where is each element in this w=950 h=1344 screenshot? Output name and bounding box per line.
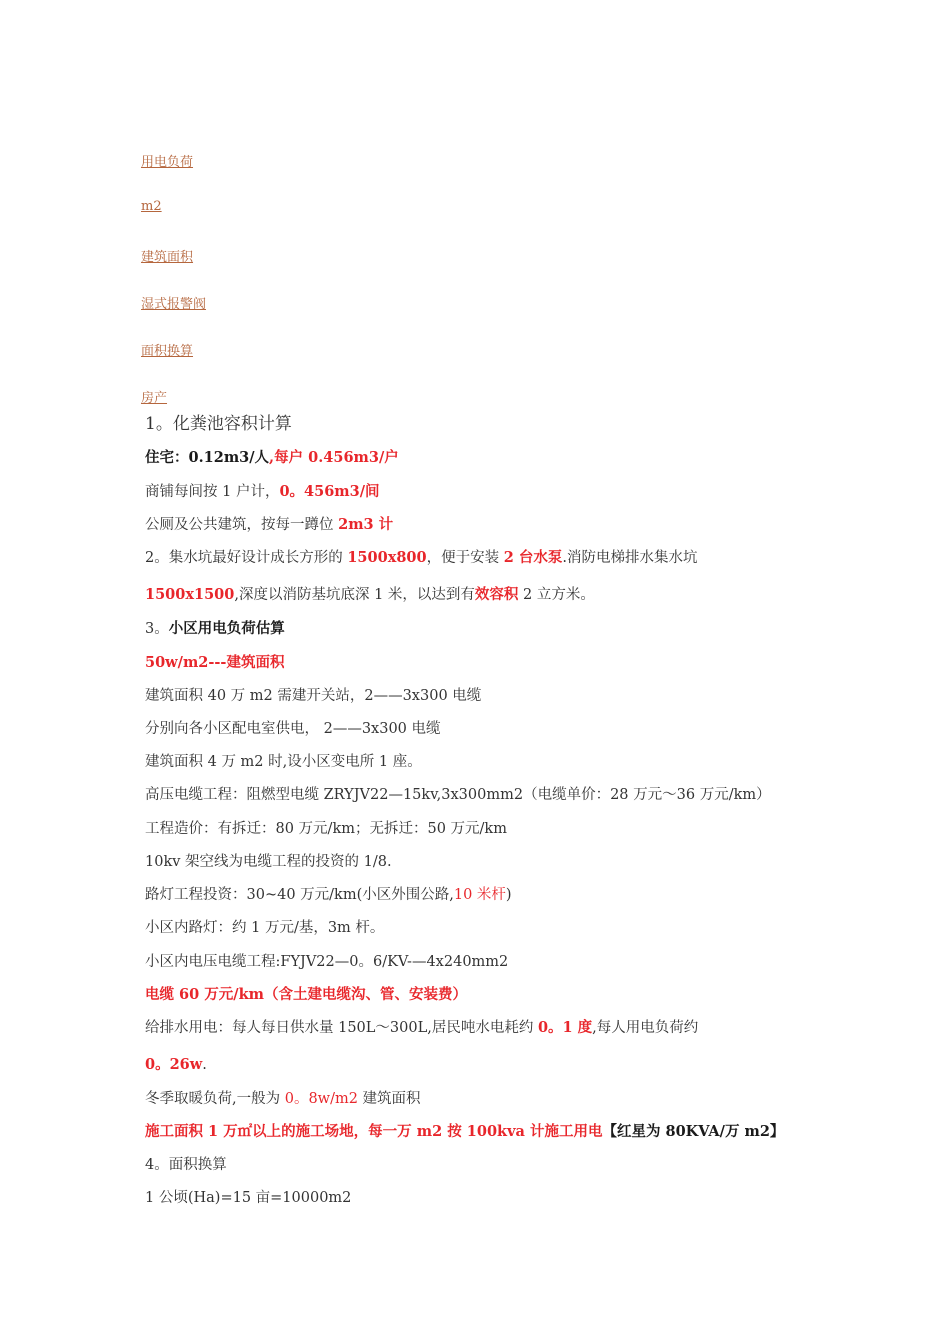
distribution-line: 分别向各小区配电室供电， 2——3x300 电缆 xyxy=(145,721,441,737)
separator: , xyxy=(269,449,275,466)
cost-line: 工程造价：有拆迁：80 万元/km；无拆迁：50 万元/km xyxy=(145,821,507,837)
hongxing-note: 【红星为 80KVA/万 m2】 xyxy=(602,1123,785,1140)
street-light-close: ) xyxy=(505,887,512,903)
tag-link-building-area[interactable]: 建筑面积 xyxy=(141,250,194,265)
effective-volume: 效容积 xyxy=(474,586,519,603)
inner-street-light-line: 小区内路灯：约 1 万元/基，3m 杆。 xyxy=(145,920,385,936)
toilet-line xyxy=(145,513,393,534)
residential-per-household: 每户 0.456m3/户 xyxy=(274,449,399,466)
tag-link-wet-alarm-valve[interactable]: 湿式报警阀 xyxy=(141,297,207,312)
per-person-load-line xyxy=(145,1053,207,1074)
tag-link-area-conversion[interactable]: 面积换算 xyxy=(141,344,194,359)
tag-link-power-load[interactable]: 用电负荷 xyxy=(141,155,194,170)
construction-power-text: 施工面积 1 万㎡以上的施工场地，每一万 m2 按 100kva 计施工用电 xyxy=(145,1123,603,1140)
water-power-tail: ,每人用电负荷约 xyxy=(592,1020,699,1036)
tag-link-real-estate[interactable]: 房产 xyxy=(141,391,168,406)
street-light-text: 路灯工程投资：30~40 万元/km(小区外围公路, xyxy=(145,887,454,903)
sump-size: 1500x800 xyxy=(347,549,427,566)
shop-text: 商铺每间按 1 户计， xyxy=(145,484,280,500)
section-4-title: 4。面积换算 xyxy=(145,1157,227,1173)
heating-load-line xyxy=(145,1087,421,1108)
section-3-title xyxy=(145,617,285,638)
heating-tail: 建筑面积 xyxy=(357,1091,421,1107)
heating-text: 冬季取暖负荷,一般为 xyxy=(145,1091,285,1107)
sump-text-b: ,深度以消防基坑底深 1 米，以达到有 xyxy=(234,587,475,603)
residential-per-person: 住宅：0.12m3/人 xyxy=(145,449,270,466)
residential-line xyxy=(145,446,399,467)
pump-count: 2 台水泵 xyxy=(503,549,563,566)
switch-station-line: 建筑面积 40 万 m2 需建开关站，2——3x300 电缆 xyxy=(145,688,482,704)
per-person-load-period: . xyxy=(202,1057,207,1073)
load-density: 50w/m2---建筑面积 xyxy=(145,654,285,671)
street-light-investment-line xyxy=(145,883,512,904)
hv-cable-line: 高压电缆工程：阻燃型电缆 ZRYJV22—15kv,3x300mm2（电缆单价：28 万元～36 万元/km） xyxy=(145,787,771,803)
toilet-text: 公厕及公共建筑，按每一蹲位 xyxy=(145,517,339,533)
construction-power-line xyxy=(145,1120,784,1141)
section-1-title: 1。化粪池容积计算 xyxy=(145,414,292,434)
water-power-text: 给排水用电：每人每日供水量 150L～300L,居民吨水电耗约 xyxy=(145,1020,538,1036)
sump-text-d: 2 立方米。 xyxy=(518,587,595,603)
per-person-load-value: 0。26w xyxy=(145,1056,203,1073)
overhead-line: 10kv 架空线为电缆工程的投资的 1/8. xyxy=(145,854,392,870)
shop-value: 0。456m3/间 xyxy=(279,483,380,500)
cable-cost-line: 电缆 60 万元/km（含土建电缆沟、管、安装费） xyxy=(145,986,467,1003)
sump-text-e: .消防电梯排水集水坑 xyxy=(562,550,698,566)
toilet-value: 2m3 计 xyxy=(338,516,394,533)
water-power-value: 0。1 度 xyxy=(537,1019,593,1036)
section-3-number: 3。 xyxy=(145,621,169,637)
hectare-conversion-line: 1 公顷(Ha)=15 亩=10000m2 xyxy=(145,1190,352,1206)
heating-value: 0。8w/m2 xyxy=(284,1091,358,1107)
lv-cable-line: 小区内电压电缆工程:FYJV22—0。6/KV-—4x240mm2 xyxy=(145,954,509,970)
pole-height: 10 米杆 xyxy=(453,887,506,903)
shop-line xyxy=(145,480,380,501)
sump-text-c: ，便于安装 xyxy=(426,550,504,566)
tag-link-m2[interactable]: m2 xyxy=(141,199,162,214)
substation-line: 建筑面积 4 万 m2 时,设小区变电所 1 座。 xyxy=(145,754,422,770)
sump-line-1 xyxy=(145,546,697,567)
elevator-sump-size: 1500x1500 xyxy=(145,586,235,603)
water-power-line xyxy=(145,1016,698,1037)
section-3-heading: 小区用电负荷估算 xyxy=(168,620,285,637)
sump-text-a: 2。集水坑最好设计成长方形的 xyxy=(145,550,348,566)
sump-line-2 xyxy=(145,583,595,604)
